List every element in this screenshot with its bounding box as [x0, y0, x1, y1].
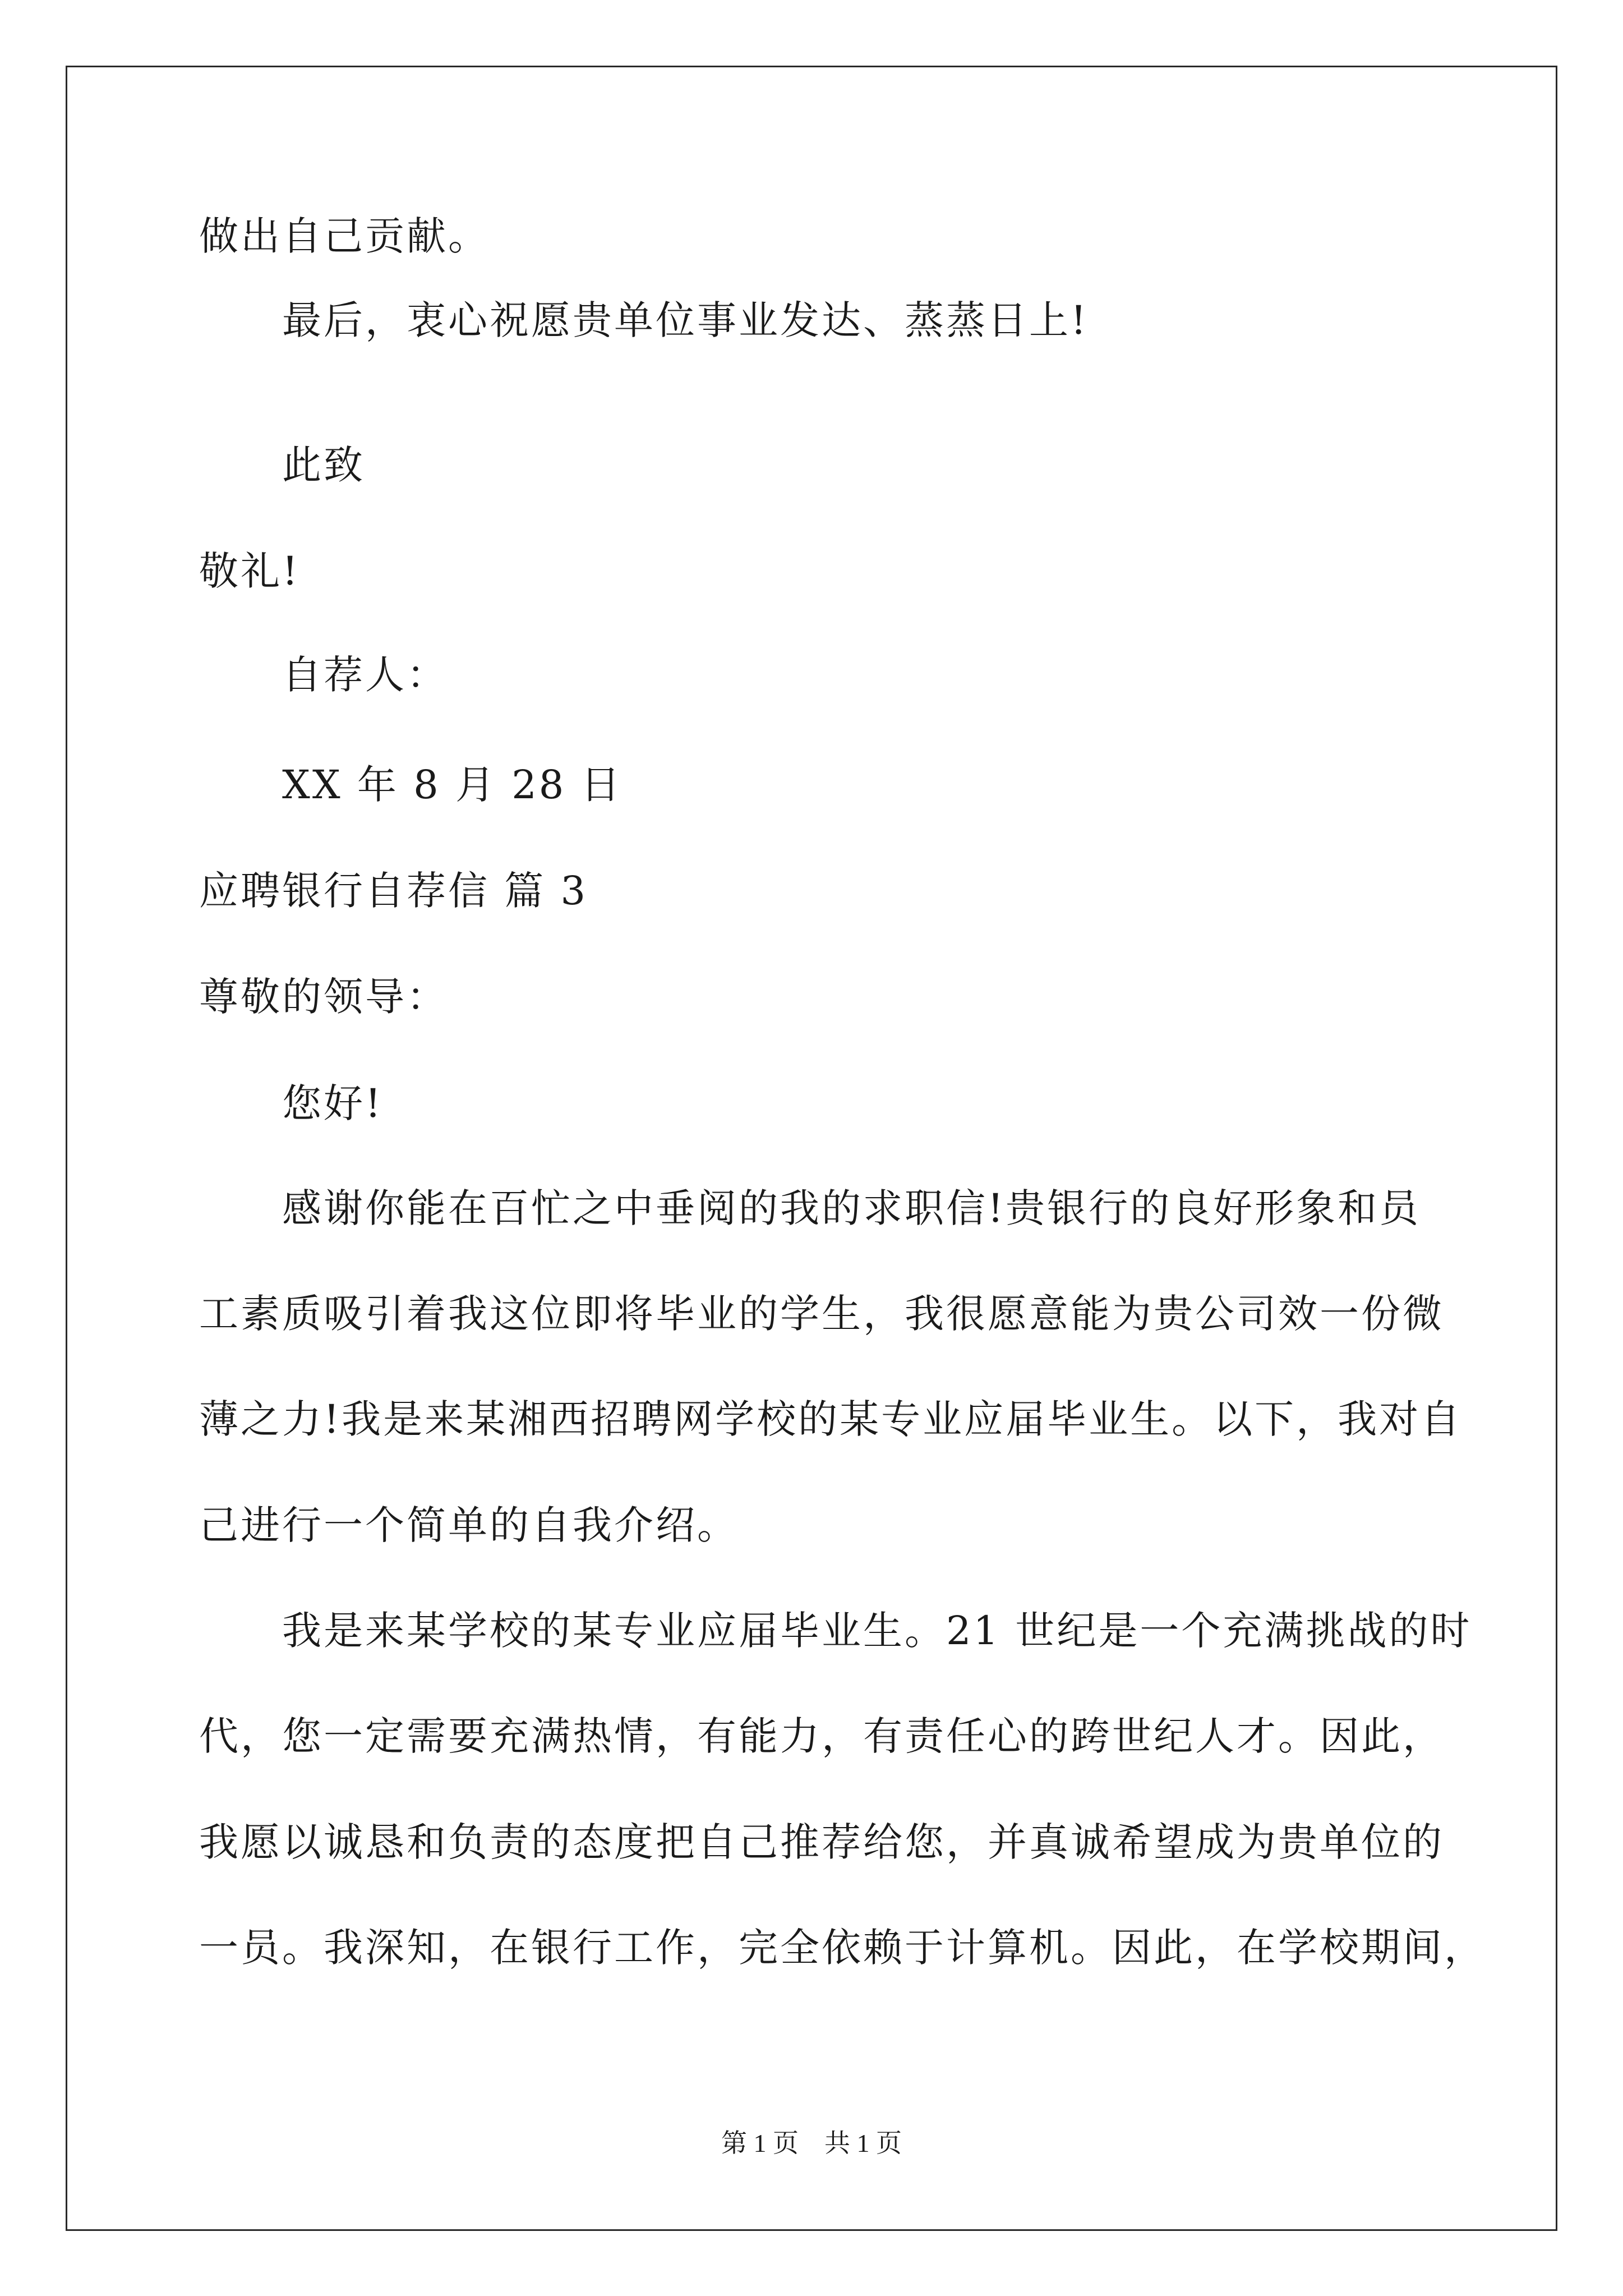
- section-heading: 应聘银行自荐信 篇 3: [199, 868, 588, 914]
- text-line: 做出自己贡献。: [199, 213, 490, 259]
- text-line: 此致: [282, 442, 365, 488]
- text-line: 己进行一个简单的自我介绍。: [199, 1502, 739, 1548]
- page-footer: 第 1 页 共 1 页: [721, 2129, 902, 2157]
- text-line: 自荐人：: [282, 652, 448, 698]
- text-line: XX 年 8 月 28 日: [282, 762, 623, 808]
- text-line: 我愿以诚恳和负责的态度把自己推荐给您，并真诚希望成为贵单位的: [199, 1819, 1444, 1865]
- text-line: 最后，衷心祝愿贵单位事业发达、蒸蒸日上!: [282, 297, 1089, 343]
- text-line: 敬礼!: [199, 548, 301, 594]
- text-line: 我是来某学校的某专业应届毕业生。21 世纪是一个充满挑战的时: [282, 1608, 1472, 1654]
- text-line: 您好!: [282, 1080, 384, 1126]
- text-line: 薄之力!我是来某湘西招聘网学校的某专业应届毕业生。以下，我对自: [199, 1396, 1463, 1442]
- page-border: [66, 66, 1557, 2231]
- salutation: 尊敬的领导：: [199, 974, 448, 1020]
- text-line: 工素质吸引着我这位即将毕业的学生，我很愿意能为贵公司效一份微: [199, 1291, 1444, 1337]
- text-line: 一员。我深知，在银行工作，完全依赖于计算机。因此，在学校期间，: [199, 1925, 1486, 1971]
- text-line: 感谢你能在百忙之中垂阅的我的求职信!贵银行的良好形象和员: [282, 1185, 1421, 1231]
- text-line: 代，您一定需要充满热情，有能力，有责任心的跨世纪人才。因此，: [199, 1713, 1444, 1759]
